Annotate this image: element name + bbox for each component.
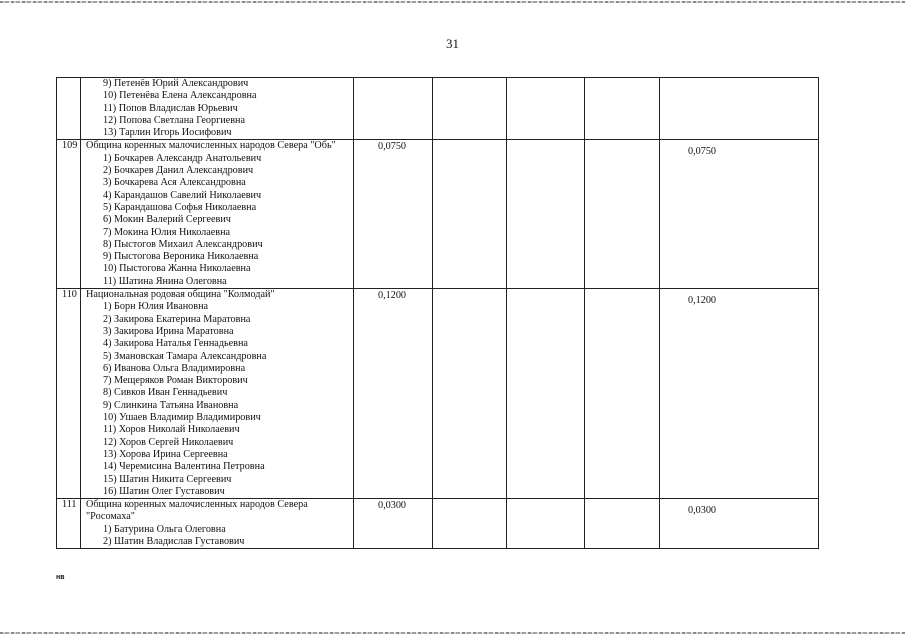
- cell-empty: [585, 499, 660, 549]
- cell-empty: [433, 140, 507, 289]
- community-table: [56, 77, 819, 549]
- cell-empty: [585, 78, 660, 140]
- member-line: 2) Бочкарев Данил Александрович: [103, 165, 254, 177]
- table-row-continuation: [57, 78, 819, 140]
- member-line: 11) Шатина Янина Олеговна: [103, 275, 227, 287]
- cell-value-total: 0,1200: [660, 289, 819, 499]
- member-line: 1) Борн Юлия Ивановна: [103, 301, 209, 313]
- member-line: 9) Петенёв Юрий Александрович: [103, 78, 249, 89]
- member-line: 8) Сивков Иван Геннадьевич: [103, 387, 228, 399]
- member-line: 3) Бочкарева Ася Александровна: [103, 177, 246, 189]
- footer-mark: нв: [56, 574, 65, 581]
- cell-number: 109: [57, 140, 81, 289]
- member-line: 6) Иванова Ольга Владимировна: [103, 362, 246, 374]
- cell-name: [81, 78, 354, 140]
- member-line: 5) Змановская Тамара Александровна: [103, 350, 267, 362]
- scan-edge-top: [0, 1, 905, 3]
- cell-empty: [433, 289, 507, 499]
- organization-title: Национальная родовая община "Колмодай": [86, 289, 275, 301]
- member-line: 11) Попов Владислав Юрьевич: [103, 102, 238, 114]
- cell-empty: [507, 140, 585, 289]
- organization-title: Община коренных малочисленных народов Севера "Обь": [86, 140, 336, 152]
- member-line: 1) Батурина Ольга Олеговна: [103, 523, 226, 535]
- member-line: 2) Закирова Екатерина Маратовна: [103, 313, 251, 325]
- cell-value-share: 0,1200: [354, 289, 433, 499]
- member-line: 2) Шатин Владислав Густавович: [103, 535, 245, 547]
- member-line: 10) Петенёва Елена Александровна: [103, 90, 257, 102]
- cell-empty: [585, 140, 660, 289]
- cell-number: 110: [57, 289, 81, 499]
- member-line: 7) Мещеряков Роман Викторович: [103, 375, 248, 387]
- cell-value-total: 0,0300: [660, 499, 819, 549]
- cell-value-share: 0,0300: [354, 499, 433, 549]
- scan-edge-bottom: [0, 632, 905, 634]
- cell-name: [81, 499, 354, 549]
- cell-empty: [354, 78, 433, 140]
- member-line: 13) Хорова Ирина Сергеевна: [103, 448, 228, 460]
- cell-empty: [660, 78, 819, 140]
- page-number: 31: [446, 36, 459, 51]
- member-line: 7) Мокина Юлия Николаевна: [103, 226, 231, 238]
- table-row: [57, 140, 819, 289]
- cell-empty: [507, 499, 585, 549]
- table-row: [57, 499, 819, 549]
- member-line: 9) Слинкина Татьяна Ивановна: [103, 399, 239, 411]
- member-line: 15) Шатин Никита Сергеевич: [103, 473, 232, 485]
- member-line: 8) Пыстогов Михаил Александрович: [103, 238, 263, 250]
- member-line: 5) Карандашова Софья Николаевна: [103, 201, 257, 213]
- cell-empty: [507, 289, 585, 499]
- cell-name: [81, 140, 354, 289]
- cell-empty: [433, 499, 507, 549]
- member-line: 13) Тарлин Игорь Иосифович: [103, 127, 232, 139]
- table-row: [57, 289, 819, 499]
- cell-value-share: 0,0750: [354, 140, 433, 289]
- cell-empty: [585, 289, 660, 499]
- member-line: 12) Хоров Сергей Николаевич: [103, 436, 234, 448]
- member-line: 3) Закирова Ирина Маратовна: [103, 325, 234, 337]
- cell-name: [81, 289, 354, 499]
- member-line: 14) Черемисина Валентина Петровна: [103, 461, 265, 473]
- member-line: 10) Пыстогова Жанна Николаевна: [103, 263, 251, 275]
- cell-empty: [507, 78, 585, 140]
- cell-value-total: 0,0750: [660, 140, 819, 289]
- member-line: 4) Карандашов Савелий Николаевич: [103, 189, 262, 201]
- member-line: 6) Мокин Валерий Сергеевич: [103, 214, 231, 226]
- cell-empty: [433, 78, 507, 140]
- cell-number: [57, 78, 81, 140]
- member-line: 11) Хоров Николай Николаевич: [103, 424, 240, 436]
- member-line: 1) Бочкарев Александр Анатольевич: [103, 152, 262, 164]
- cell-number: 111: [57, 499, 81, 549]
- member-line: 10) Ушаев Владимир Владимирович: [103, 412, 261, 424]
- member-line: 12) Попова Светлана Георгиевна: [103, 114, 246, 126]
- organization-title: Община коренных малочисленных народов Севера "Росомаха": [86, 499, 308, 523]
- member-line: 16) Шатин Олег Густавович: [103, 485, 225, 497]
- member-line: 4) Закирова Наталья Геннадьевна: [103, 338, 248, 350]
- member-line: 9) Пыстогова Вероника Николаевна: [103, 251, 259, 263]
